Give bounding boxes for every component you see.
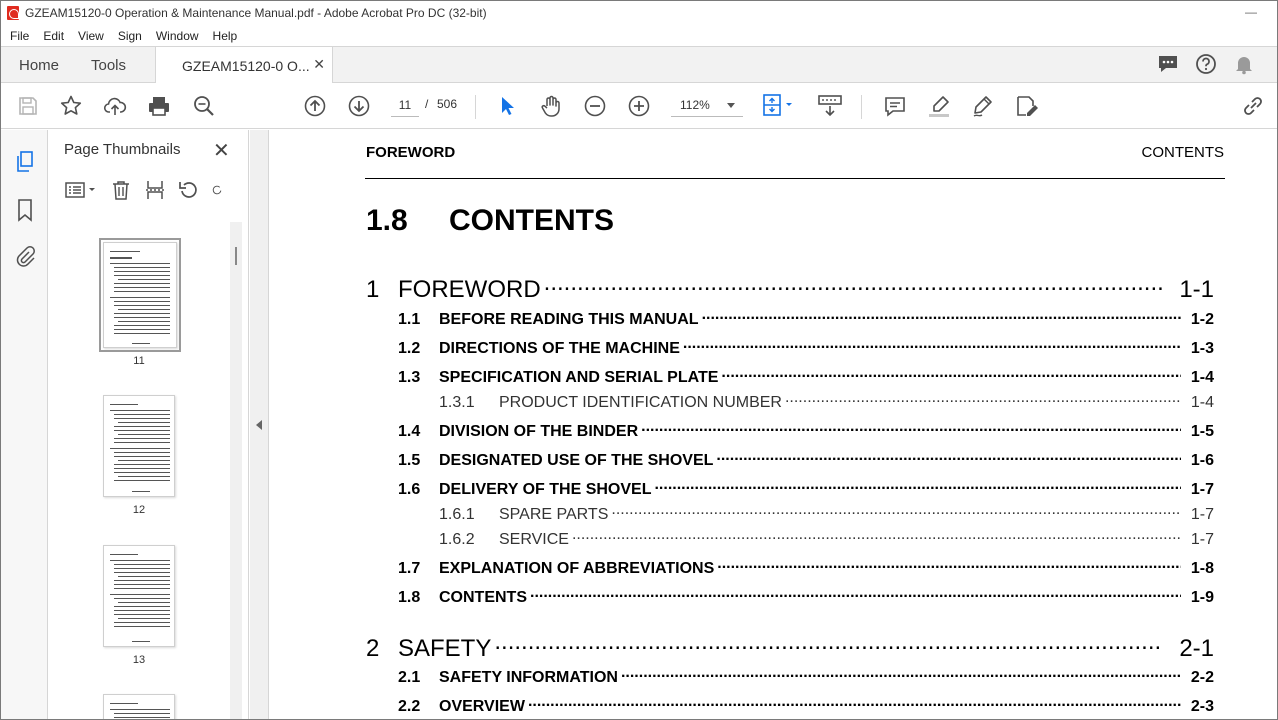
toc-entry-title: SERVICE <box>499 531 569 548</box>
toc-entry-page: 1-7 <box>1190 481 1214 498</box>
toc-leader-dots <box>528 695 1181 711</box>
tab-bar-right-icons <box>1157 53 1255 75</box>
toc-entry-title: SAFETY INFORMATION <box>439 669 618 686</box>
toc-entry-number: 2.1 <box>398 669 421 686</box>
menu-help[interactable]: Help <box>212 28 238 43</box>
page-number-input[interactable]: 11 <box>391 93 419 117</box>
menu-bar <box>1 25 1277 46</box>
thumbnail-page-12[interactable] <box>103 395 175 497</box>
toc-entry-title: DELIVERY OF THE SHOVEL <box>439 481 652 498</box>
thumbnail-options-icon[interactable] <box>63 178 99 202</box>
page-header-right: CONTENTS <box>1141 144 1224 161</box>
toc-entry-title: SAFETY <box>398 635 492 662</box>
tab-document-label: GZEAM15120-0 O... <box>182 57 310 74</box>
toc-entry-title: SPARE PARTS <box>499 506 609 523</box>
toc-entry-page: 1-6 <box>1190 452 1214 469</box>
highlight-pen-icon[interactable] <box>926 93 952 119</box>
upload-cloud-icon[interactable] <box>102 93 128 119</box>
thumbnail-page-13[interactable] <box>103 545 175 647</box>
thumbnail-label: 12 <box>132 504 146 516</box>
toc-entry[interactable] <box>398 420 1214 441</box>
toc-entry-title: SPECIFICATION AND SERIAL PLATE <box>439 369 719 386</box>
toc-entry-title: PRODUCT IDENTIFICATION NUMBER <box>499 394 782 411</box>
toc-entry[interactable] <box>439 528 1214 549</box>
toc-leader-dots <box>494 632 1163 656</box>
tab-home[interactable]: Home <box>19 56 60 74</box>
close-tab-icon[interactable]: ✕ <box>313 56 325 72</box>
toc-entry[interactable] <box>366 273 1226 304</box>
rotate-right-icon[interactable] <box>211 178 223 202</box>
scrollbar-grip[interactable] <box>235 247 237 265</box>
toc-entry-number: 1.8 <box>398 589 421 606</box>
extract-page-icon[interactable] <box>143 178 167 202</box>
toc-entry-number: 2 <box>366 635 380 662</box>
tab-bar <box>1 46 1277 83</box>
section-heading <box>366 204 614 238</box>
rotate-left-icon[interactable] <box>177 178 201 202</box>
attachments-paperclip-icon[interactable] <box>14 244 36 268</box>
share-link-icon[interactable] <box>1240 93 1266 119</box>
notification-bell-icon[interactable] <box>1233 53 1255 75</box>
main-toolbar <box>1 83 1277 129</box>
toc-entry-page: 1-5 <box>1190 423 1214 440</box>
toc-entry-page: 2-1 <box>1179 635 1214 662</box>
toc-entry-title: FOREWORD <box>398 276 541 303</box>
toc-entry-title: EXPLANATION OF ABBREVIATIONS <box>439 560 715 577</box>
toc-entry-page: 1-8 <box>1190 560 1214 577</box>
menu-sign[interactable]: Sign <box>117 28 142 43</box>
zoom-level-value: 112% <box>680 98 710 112</box>
find-zoom-icon[interactable] <box>191 93 217 119</box>
toc-entry-number: 1.2 <box>398 340 421 357</box>
toc-leader-dots <box>683 337 1181 353</box>
close-panel-icon[interactable]: ✕ <box>213 140 230 162</box>
toc-entry-page: 1-9 <box>1190 589 1214 606</box>
toc-entry-title: CONTENTS <box>439 589 527 606</box>
toc-leader-dots <box>621 666 1181 682</box>
toc-entry[interactable] <box>439 391 1214 412</box>
toc-entry[interactable] <box>398 366 1214 387</box>
panel-title: Page Thumbnails <box>64 141 181 158</box>
toc-leader-dots <box>716 449 1181 465</box>
toc-leader-dots <box>641 420 1181 436</box>
toc-entry-title: BEFORE READING THIS MANUAL <box>439 311 699 328</box>
fill-sign-icon[interactable] <box>1014 93 1040 119</box>
pdf-page <box>270 130 1278 720</box>
menu-view[interactable]: View <box>78 28 104 43</box>
toc-entry-number: 1.1 <box>398 311 421 328</box>
select-cursor-icon[interactable] <box>494 93 520 119</box>
toc-entry[interactable] <box>398 557 1214 578</box>
draw-freeform-icon[interactable] <box>970 93 996 119</box>
comment-icon[interactable] <box>882 93 908 119</box>
navigation-rail <box>1 130 48 720</box>
toc-entry-title: DIVISION OF THE BINDER <box>439 423 639 440</box>
comment-bubble-icon[interactable] <box>1157 53 1179 75</box>
toc-entry-title: DIRECTIONS OF THE MACHINE <box>439 340 680 357</box>
toc-entry[interactable] <box>398 666 1214 687</box>
zoom-in-icon[interactable] <box>626 93 652 119</box>
delete-page-icon[interactable] <box>109 178 133 202</box>
toc-leader-dots <box>785 391 1181 407</box>
toc-entry[interactable] <box>398 586 1214 607</box>
toc-entry[interactable] <box>366 632 1226 663</box>
toc-entry[interactable] <box>398 449 1214 470</box>
thumbnail-label: 11 <box>133 355 145 367</box>
toc-entry[interactable] <box>398 337 1214 358</box>
toc-entry-number: 1.6.1 <box>439 506 475 523</box>
toc-entry-number: 1.5 <box>398 452 421 469</box>
bookmarks-icon[interactable] <box>14 198 36 222</box>
toc-entry-number: 1.4 <box>398 423 421 440</box>
toc-entry-page: 1-3 <box>1190 340 1214 357</box>
zoom-level-select[interactable] <box>671 93 743 117</box>
toc-entry-title: OVERVIEW <box>439 698 525 715</box>
menu-window[interactable]: Window <box>155 28 199 43</box>
thumbnail-page-14[interactable] <box>103 694 175 720</box>
section-number: 1.8 <box>366 204 408 237</box>
toc-entry-number: 1.7 <box>398 560 421 577</box>
chevron-down-icon <box>727 103 735 108</box>
toc-entry-page: 1-7 <box>1190 506 1214 523</box>
panel-collapse-splitter[interactable] <box>250 130 269 720</box>
menu-file[interactable]: File <box>10 28 30 43</box>
page-thumbnails-icon[interactable] <box>14 150 36 174</box>
page-separator: / <box>425 97 429 111</box>
toc-leader-dots <box>717 557 1181 573</box>
toc-leader-dots <box>530 586 1181 602</box>
toolbar-divider <box>475 95 476 119</box>
tab-document[interactable] <box>155 47 333 84</box>
toc-entry[interactable] <box>398 695 1214 716</box>
thumbnail-page-11[interactable] <box>103 242 177 348</box>
toc-leader-dots <box>572 528 1181 544</box>
toc-entry-page: 1-7 <box>1190 531 1214 548</box>
page-thumbnails-panel <box>49 130 249 720</box>
acrobat-logo-icon <box>7 6 19 20</box>
toc-entry-number: 1.6.2 <box>439 531 475 548</box>
help-icon[interactable] <box>1195 53 1217 75</box>
toc-entry[interactable] <box>439 503 1214 524</box>
toc-entry-page: 1-4 <box>1190 394 1214 411</box>
toc-entry-number: 1.3.1 <box>439 394 475 411</box>
zoom-out-icon[interactable] <box>582 93 608 119</box>
toolbar-divider <box>861 95 862 119</box>
print-icon[interactable] <box>146 93 172 119</box>
page-header-left: FOREWORD <box>366 144 456 161</box>
save-icon[interactable] <box>15 93 41 119</box>
toc-entry-number: 1.3 <box>398 369 421 386</box>
header-rule <box>365 178 1225 179</box>
toc-entry-title: DESIGNATED USE OF THE SHOVEL <box>439 452 714 469</box>
toc-leader-dots <box>702 308 1181 324</box>
page-fit-icon[interactable] <box>761 93 797 119</box>
toc-leader-dots <box>721 366 1181 382</box>
next-page-icon[interactable] <box>346 93 372 119</box>
previous-page-icon[interactable] <box>302 93 328 119</box>
toc-entry[interactable] <box>398 478 1214 499</box>
toc-entry-page: 2-3 <box>1190 698 1214 715</box>
toc-leader-dots <box>544 273 1163 297</box>
collapse-arrow-icon[interactable] <box>256 420 262 430</box>
tab-tools[interactable]: Tools <box>91 56 127 74</box>
document-view[interactable] <box>270 130 1278 720</box>
thumbnail-tools <box>63 178 223 202</box>
toc-entry-page: 1-1 <box>1179 276 1214 303</box>
toc-entry[interactable] <box>398 308 1214 329</box>
toc-entry-number: 1 <box>366 276 380 303</box>
window-title: GZEAM15120-0 Operation & Maintenance Manual.pdf - Adobe Acrobat Pro DC (32-bit) <box>25 6 487 20</box>
bookmark-star-icon[interactable] <box>58 93 84 119</box>
total-pages: 506 <box>437 97 458 111</box>
toc-leader-dots <box>654 478 1181 494</box>
thumbnail-label: 13 <box>132 654 146 666</box>
title-bar <box>1 1 1277 25</box>
menu-edit[interactable]: Edit <box>43 28 65 43</box>
toc-entry-number: 1.6 <box>398 481 421 498</box>
hand-tool-icon[interactable] <box>538 93 564 119</box>
toc-entry-page: 1-4 <box>1190 369 1214 386</box>
toc-entry-page: 1-2 <box>1190 311 1214 328</box>
scroll-mode-icon[interactable] <box>816 93 844 119</box>
toc-leader-dots <box>611 503 1181 519</box>
toc-entry-number: 2.2 <box>398 698 421 715</box>
thumbnails-scrollbar[interactable] <box>230 222 242 720</box>
toc-entry-page: 2-2 <box>1190 669 1214 686</box>
section-title: CONTENTS <box>449 204 614 237</box>
minimize-button[interactable]: — <box>1245 5 1257 19</box>
